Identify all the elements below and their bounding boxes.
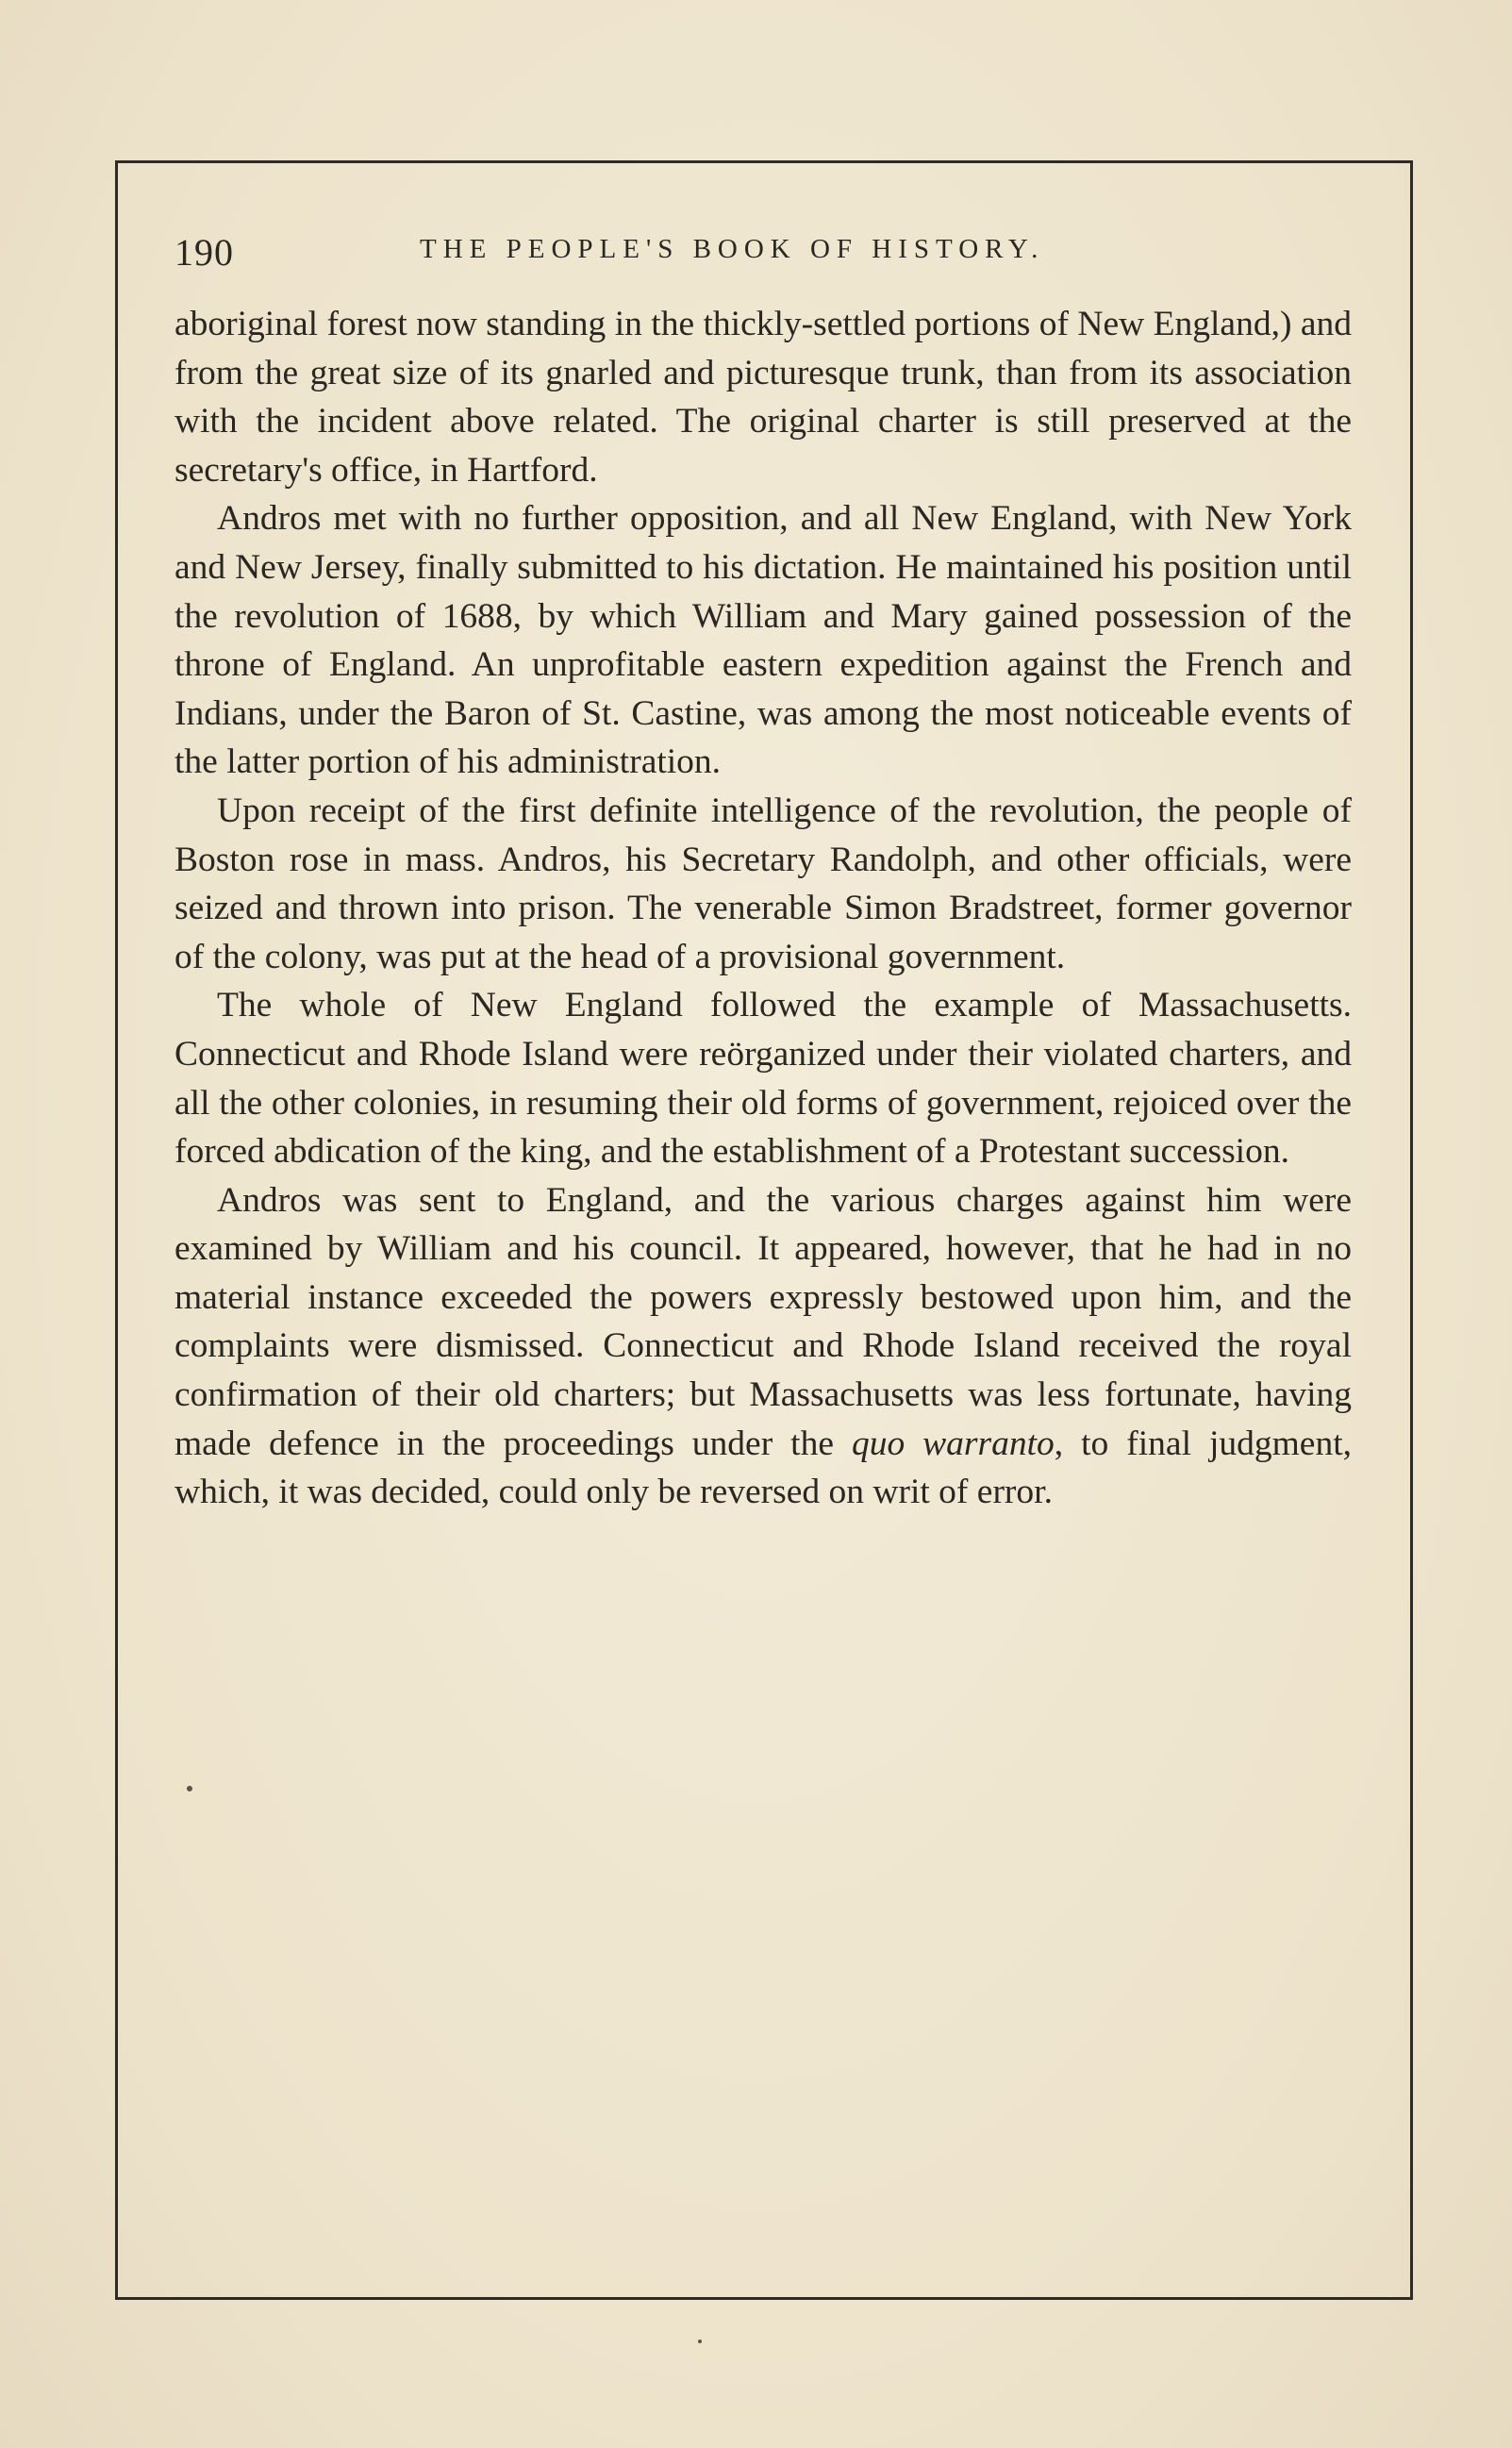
page-header	[174, 225, 1352, 281]
paragraph-5	[174, 1176, 1352, 1517]
paragraph-2: Andros met with no further opposition, and all New England, with New York and New Jersey, finally submitted to his dictation. He maintained his position until the revolution of 1688, by which William and Mary gained possession of the throne of England. An unprofitable eastern expedition against the French and Indians, under the Baron of St. Castine, was among the most noticeable events of the latter portion of his administration.	[174, 499, 1352, 782]
paragraph-5-text-after: , to final judgment, which, it was decided, could only be reversed on writ of error.	[174, 1424, 1352, 1512]
paragraph-5-text-before: Andros was sent to England, and the various charges against him were examined by William and his council. It appeared, however, that he had in no material instance exceeded the powers expressly bestowed upon him, and the complaints were dismissed. Connecticut and Rhode Island received the royal confirmation of their old charters; but Massachusetts was less fortunate, having made defence in the proceedings under the	[174, 1180, 1352, 1463]
ink-speck	[187, 1786, 192, 1791]
running-title: THE PEOPLE'S BOOK OF HISTORY.	[420, 234, 1045, 264]
paragraph-3: Upon receipt of the first definite intelligence of the revolution, the people of Boston rose in mass. Andros, his Secretary Randolph, and other officials, were seized and thrown into prison. The venerable Simon Bradstreet, former governor of the colony, was put at the head of a provisional government.	[174, 791, 1352, 976]
body-text	[174, 300, 1352, 1517]
paragraph-1: aboriginal forest now standing in the thickly-settled portions of New England,) and from the great size of its gnarled and picturesque trunk, than from its association with the incident above related. The original charter is still preserved at the secretary's office, in Hartford.	[174, 305, 1352, 490]
paragraph-4: The whole of New England followed the example of Massachusetts. Connecticut and Rhode Island were reörganized under their violated charters, and all the other colonies, in resuming their old forms of government, rejoiced over the forced abdication of the king, and the establishment of a Protestant succession.	[174, 986, 1352, 1172]
page-number: 190	[174, 231, 234, 274]
paragraph-5-italic-term: quo warranto	[851, 1424, 1055, 1463]
ink-speck	[698, 2340, 702, 2343]
